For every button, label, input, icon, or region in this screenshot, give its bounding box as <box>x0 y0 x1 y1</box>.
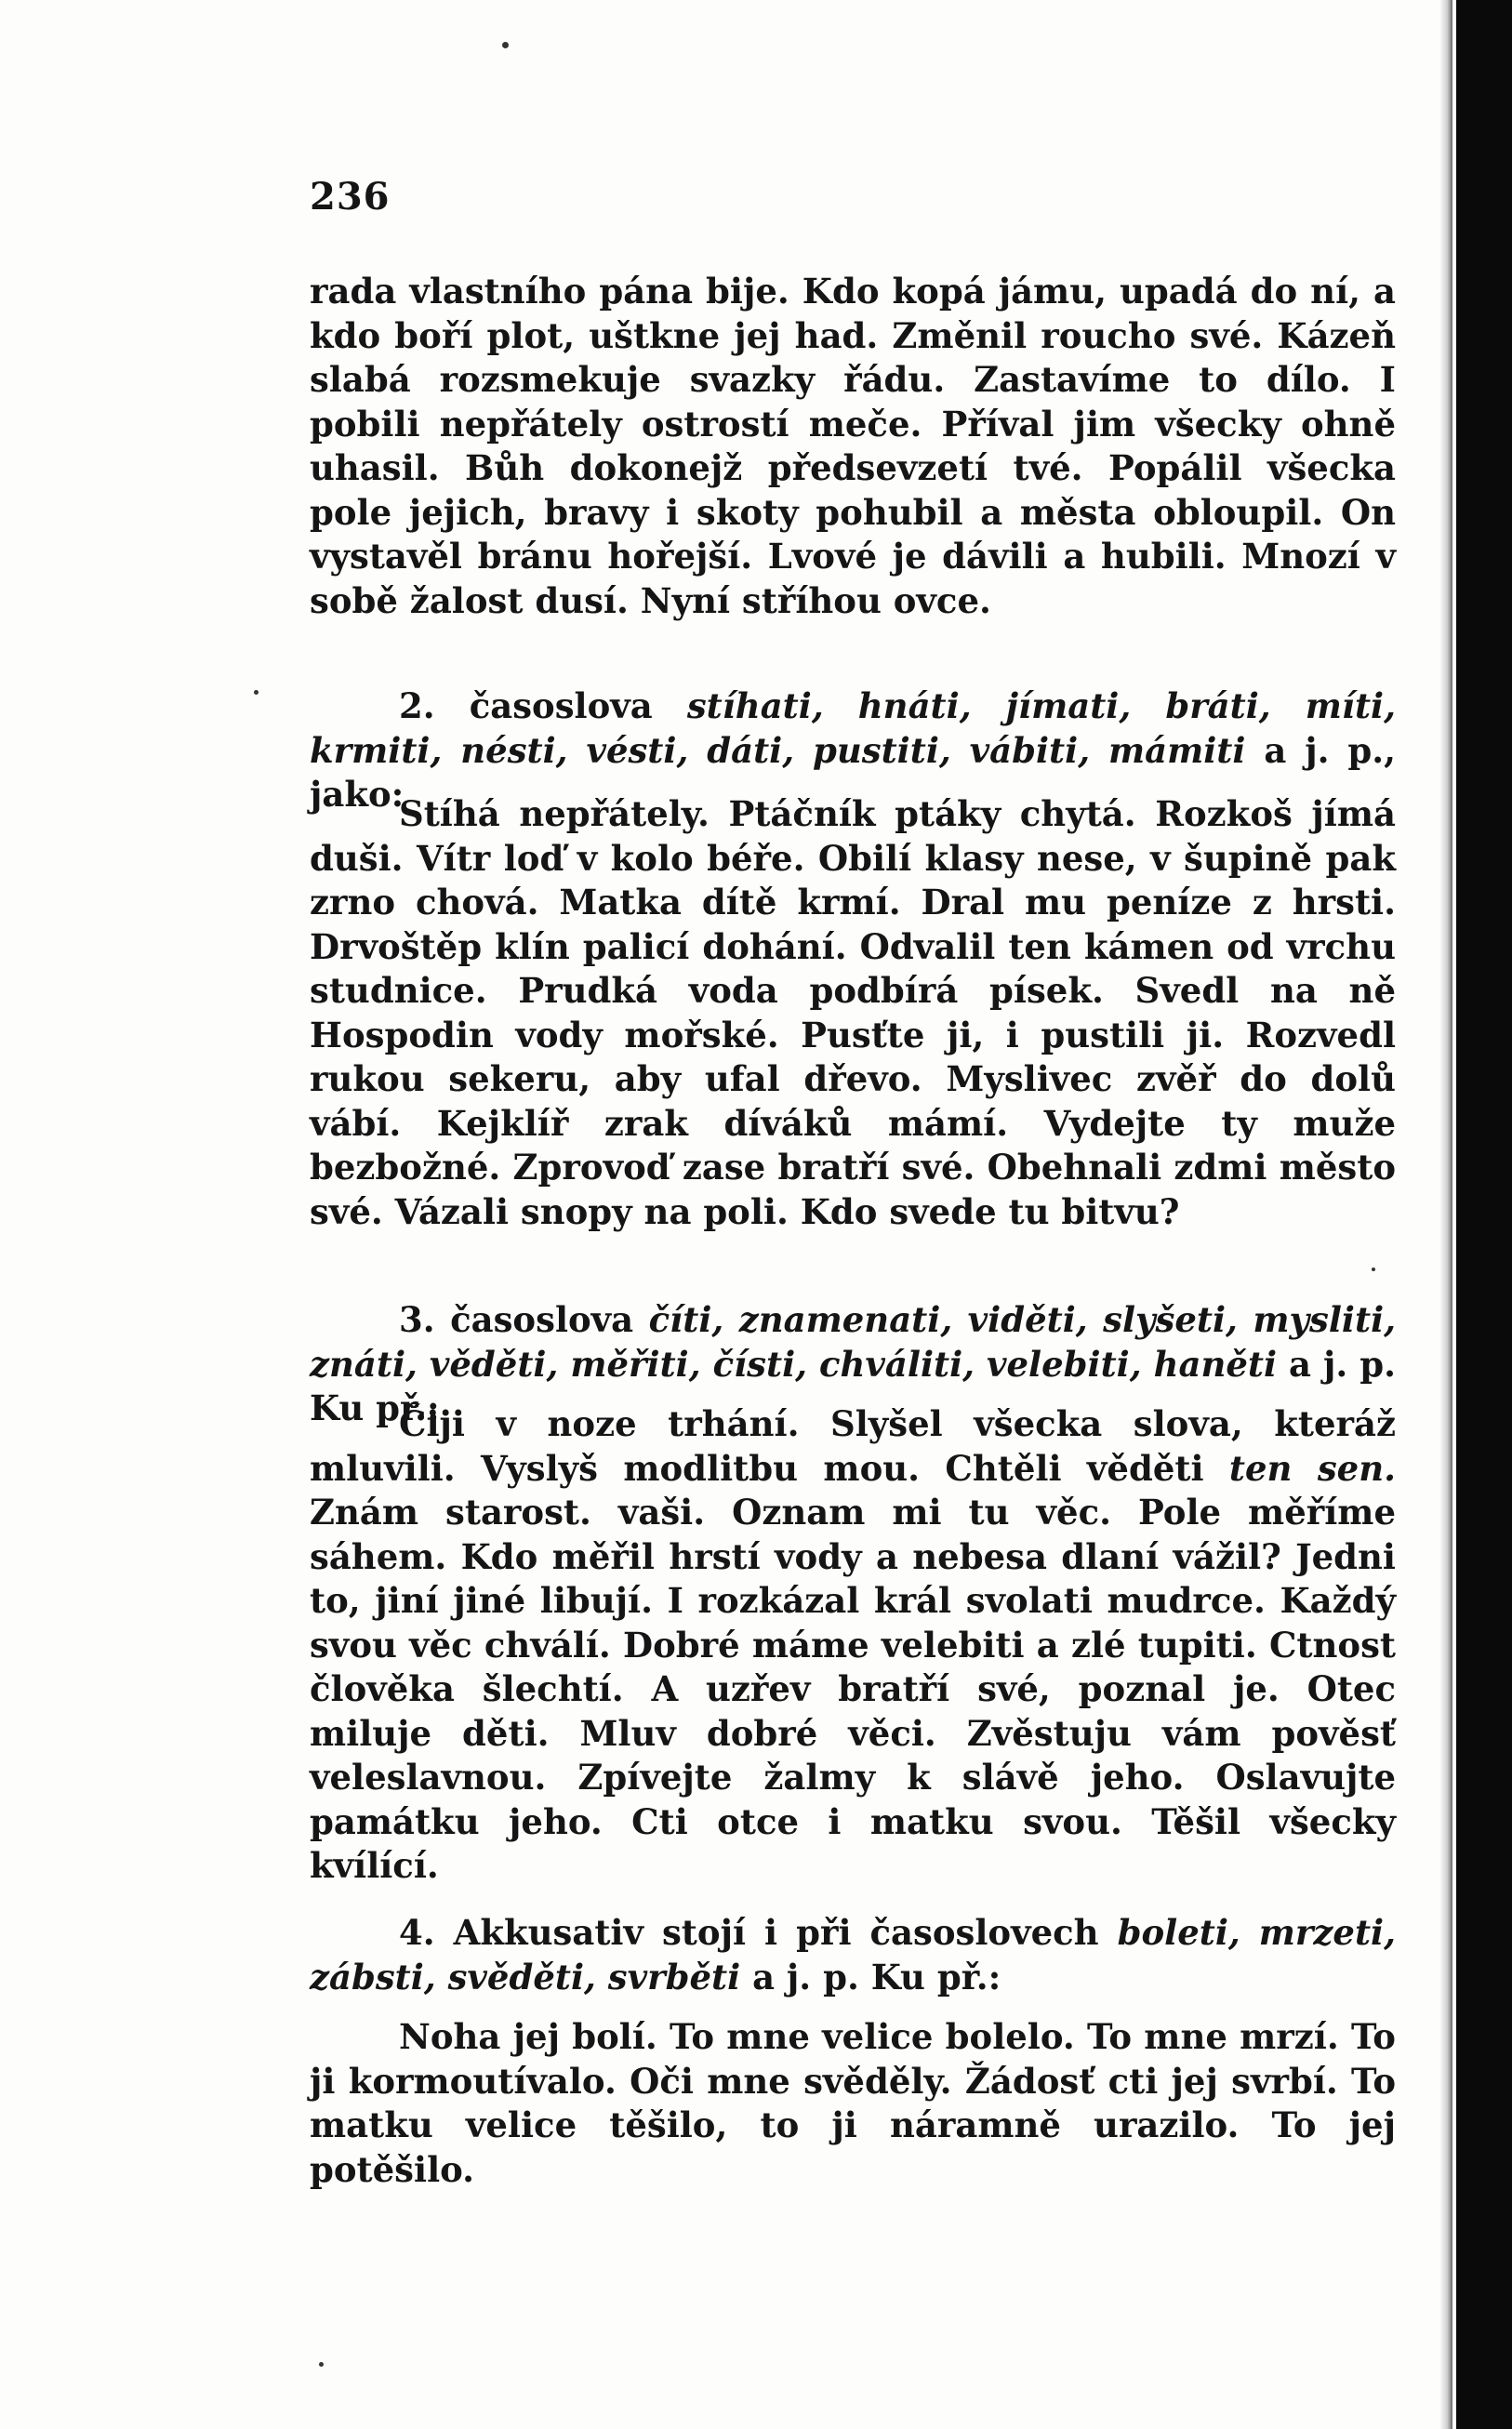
section-3-examples-em: ten sen. <box>1228 1447 1396 1489</box>
section-4-lead: 4. Akkusativ stojí i při časoslovech <box>399 1912 1099 1953</box>
section-2-verbs: stíhati, hnáti, jímati, bráti, míti, krmiti, nésti, vésti, dáti, pustiti, vábiti, mámiti <box>310 685 1396 771</box>
section-2-tail: a j. p., jako: <box>310 729 1396 815</box>
scan-speck <box>254 690 259 695</box>
section-2-examples <box>310 792 1396 1234</box>
section-3-examples-a: Čiji v noze trhání. Slyšel všecka slova, kteráž mluvili. Vyslyš modlitbu mou. Chtěli věděti <box>310 1403 1396 1489</box>
section-3-examples-b: Znám starost. vaši. Oznam mi tu věc. Pole měříme sáhem. Kdo měřil hrstí vody a nebesa dlaní vážil? Jedni to, jiní jiné libují. I rozkázal král svolati mudrce. Každý svou věc chválí. Dobré máme velebiti a zlé tupiti. Ctnost člověka šlechtí. A uzřev bratří své, poznal je. Otec miluje děti. Mluv dobré věci. Zvěstuju vám pověsť veleslavnou. Zpívejte žalmy k slávě jeho. Oslavujte památku jeho. Cti otce i matku svou. Těšil všecky kvílící. <box>310 1492 1396 1886</box>
section-4-tail: a j. p. Ku př.: <box>752 1956 1001 1998</box>
section-2-examples-text: Stíhá nepřátely. Ptáčník ptáky chytá. Rozkoš jímá duši. Vítr loď v kolo béře. Obilí klasy nese, v šupině pak zrno chová. Matka dítě krmí. Dral mu peníze z hrsti. Drvoštěp klín palicí dohání. Odvalil ten kámen od vrchu studnice. Prudká voda podbírá písek. Svedl na ně Hospodin vody mořské. Pusťte ji, i pustili ji. Rozvedl rukou sekeru, aby ufal dřevo. Myslivec zvěř do dolů vábí. Kejklíř zrak díváků mámí. Vydejte ty muže bezbožné. Zprovoď zase bratří své. Obehnali zdmi město své. Vázali snopy na poli. Kdo svede tu bitvu? <box>310 793 1396 1232</box>
section-3-verbs: číti, znamenati, viděti, slyšeti, mysliti, znáti, věděti, měřiti, čísti, chváliti, velebiti, haněti <box>310 1299 1397 1385</box>
section-3-examples <box>310 1402 1396 1889</box>
scan-border <box>1456 0 1512 2429</box>
section-4-examples-text: Noha jej bolí. To mne velice bolelo. To mne mrzí. To ji kormoutívalo. Oči mne svěděly. Žádosť cti jej svrbí. To matku velice těšilo, to ji náramně urazilo. To jej potěšilo. <box>310 2016 1396 2190</box>
section-4-examples <box>310 2015 1396 2192</box>
scan-speck <box>319 2362 324 2367</box>
intro-paragraph <box>310 270 1396 623</box>
section-3-number: 3. časoslova <box>399 1299 634 1340</box>
scan-speck <box>502 42 509 48</box>
scan-speck <box>1372 1268 1375 1271</box>
section-4-verbs: boleti, mrzeti, zábsti, svěděti, svrběti <box>310 1912 1396 1998</box>
section-3-tail: a j. p. Ku př.: <box>310 1343 1396 1428</box>
section-4-heading-text <box>310 1911 1396 1999</box>
section-3-examples-text <box>310 1402 1396 1889</box>
section-4-heading <box>310 1911 1396 1999</box>
page-edge-shadow <box>1439 0 1452 2429</box>
intro-text: rada vlastního pána bije. Kdo kopá jámu, upadá do ní, a kdo boří plot, uštkne jej had. Změnil roucho své. Kázeň slabá rozsmekuje svazky řádu. Zastavíme to dílo. I pobili nepřátely ostrostí meče. Příval jim všecky ohně uhasil. Bůh dokonejž předsevzetí tvé. Popálil všecka pole jejich, bravy i skoty pohubil a města obloupil. On vystavěl bránu hořejší. Lvové je dávili a hubili. Mnozí v sobě žalost dusí. Nyní stříhou ovce. <box>310 271 1396 621</box>
section-2-number: 2. časoslova <box>399 685 653 726</box>
page-number: 236 <box>310 175 391 219</box>
